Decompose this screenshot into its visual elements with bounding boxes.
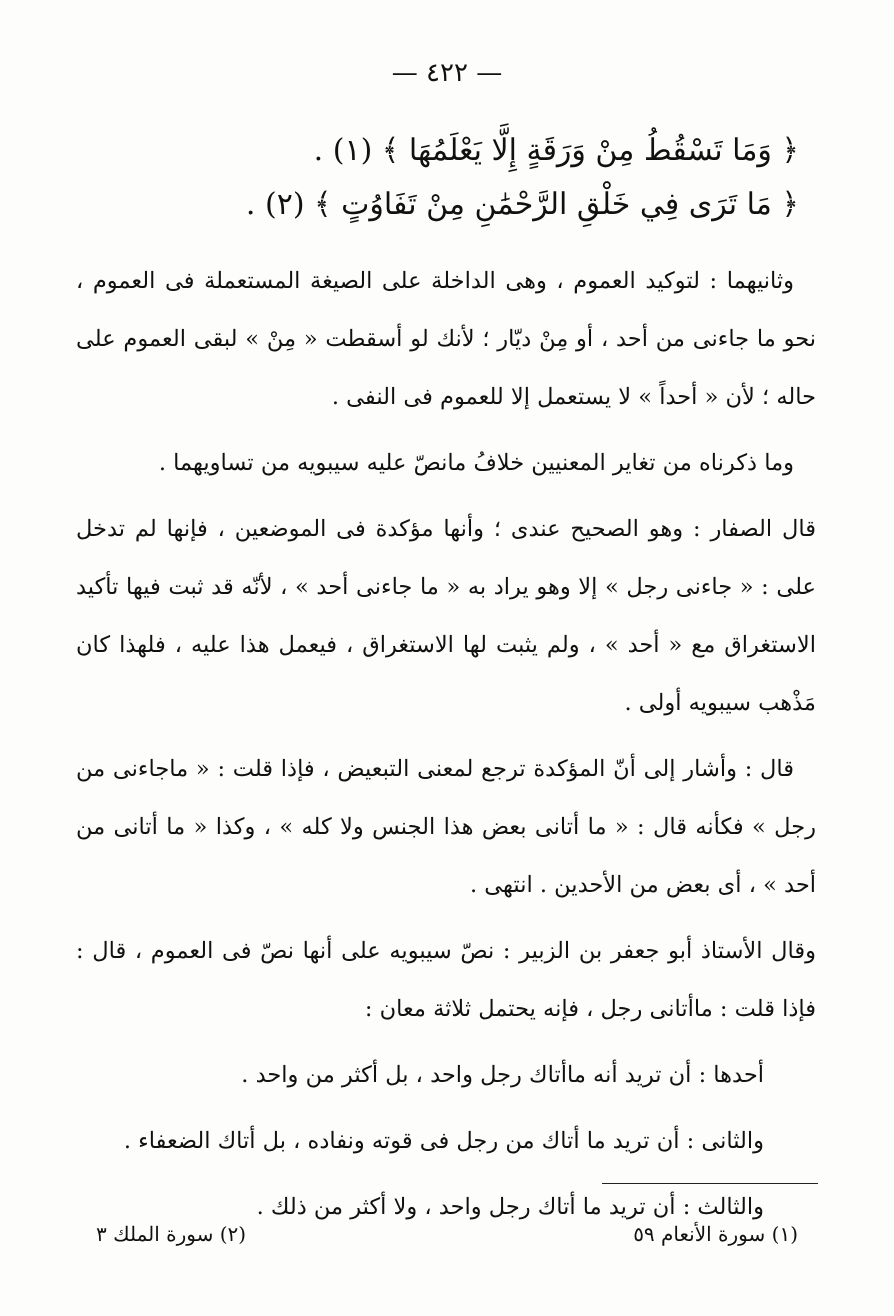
paragraph-saffar: قال الصفار : وهو الصحيح عندى ؛ وأنها مؤكدة فى الموضعين ، فإنها لم تدخل على : « جاءنى رجل » إلا وهو يراد به « ما جاءنى أحد » ، لأنّه قد ثبت فيها تأكيد الاستغراق مع « أحد » ، ولم يثبت لها الاستغراق ، فيعمل هذا عليه ، فلهذا كان مَذْهب سيبويه أولى . (76, 516, 816, 716)
paragraph-partitive: قال : وأشار إلى أنّ المؤكدة ترجع لمعنى التبعيض ، فإذا قلت : « ماجاءنى من رجل » فكأنه قال : « ما أتانى بعض هذا الجنس ولا كله » ، وكذا « ما أتانى من أحد » ، أى بعض من الأحدين . انتهى . (76, 756, 816, 898)
quran-verse-1: ﴿ وَمَا تَسْقُطُ مِنْ وَرَقَةٍ إِلَّا يَعْلَمُهَا ﴾ (١) . (313, 133, 799, 168)
list-item-first-meaning: أحدها : أن تريد أنه ماأتاك رجل واحد ، بل أكثر من واحد . (241, 1062, 764, 1088)
footnote-divider (602, 1183, 818, 1184)
footnote-1: (١) سورة الأنعام ٥٩ (633, 1222, 798, 1246)
paragraph-ibn-zubayr: وقال الأستاذ أبو جعفر بن الزبير : نصّ سيبويه على أنها نصّ فى العموم ، قال : فإذا قلت : ماأتانى رجل ، فإنه يحتمل ثلاثة معان : (76, 938, 816, 1022)
body-text (76, 252, 816, 1244)
footnotes (96, 1222, 798, 1246)
paragraph-sibawayh-difference: وما ذكرناه من تغاير المعنيين خلافُ مانصّ عليه سيبويه من تساويهما . (158, 450, 794, 476)
list-item-third-meaning: والثالث : أن تريد ما أتاك رجل واحد ، ولا أكثر من ذلك . (256, 1194, 764, 1220)
quran-verse-2: ﴿ مَا تَرَى فِي خَلْقِ الرَّحْمَٰنِ مِنْ تَفَاوُتٍ ﴾ (٢) . (245, 187, 799, 222)
page-number: — ٤٢٢ — (391, 58, 503, 88)
paragraph-second-meaning: وثانيهما : لتوكيد العموم ، وهى الداخلة على الصيغة المستعملة فى العموم ، نحو ما جاءنى من أحد ، أو مِنْ ديّار ؛ لأنك لو أسقطت « مِنْ » لبقى العموم على حاله ؛ لأن « أحداً » لا يستعمل إلا للعموم فى النفى . (76, 268, 816, 410)
footnote-2: (٢) سورة الملك ٣ (96, 1222, 247, 1246)
list-item-second-meaning: والثانى : أن تريد ما أتاك من رجل فى قوته ونفاده ، بل أتاك الضعفاء . (123, 1128, 764, 1154)
